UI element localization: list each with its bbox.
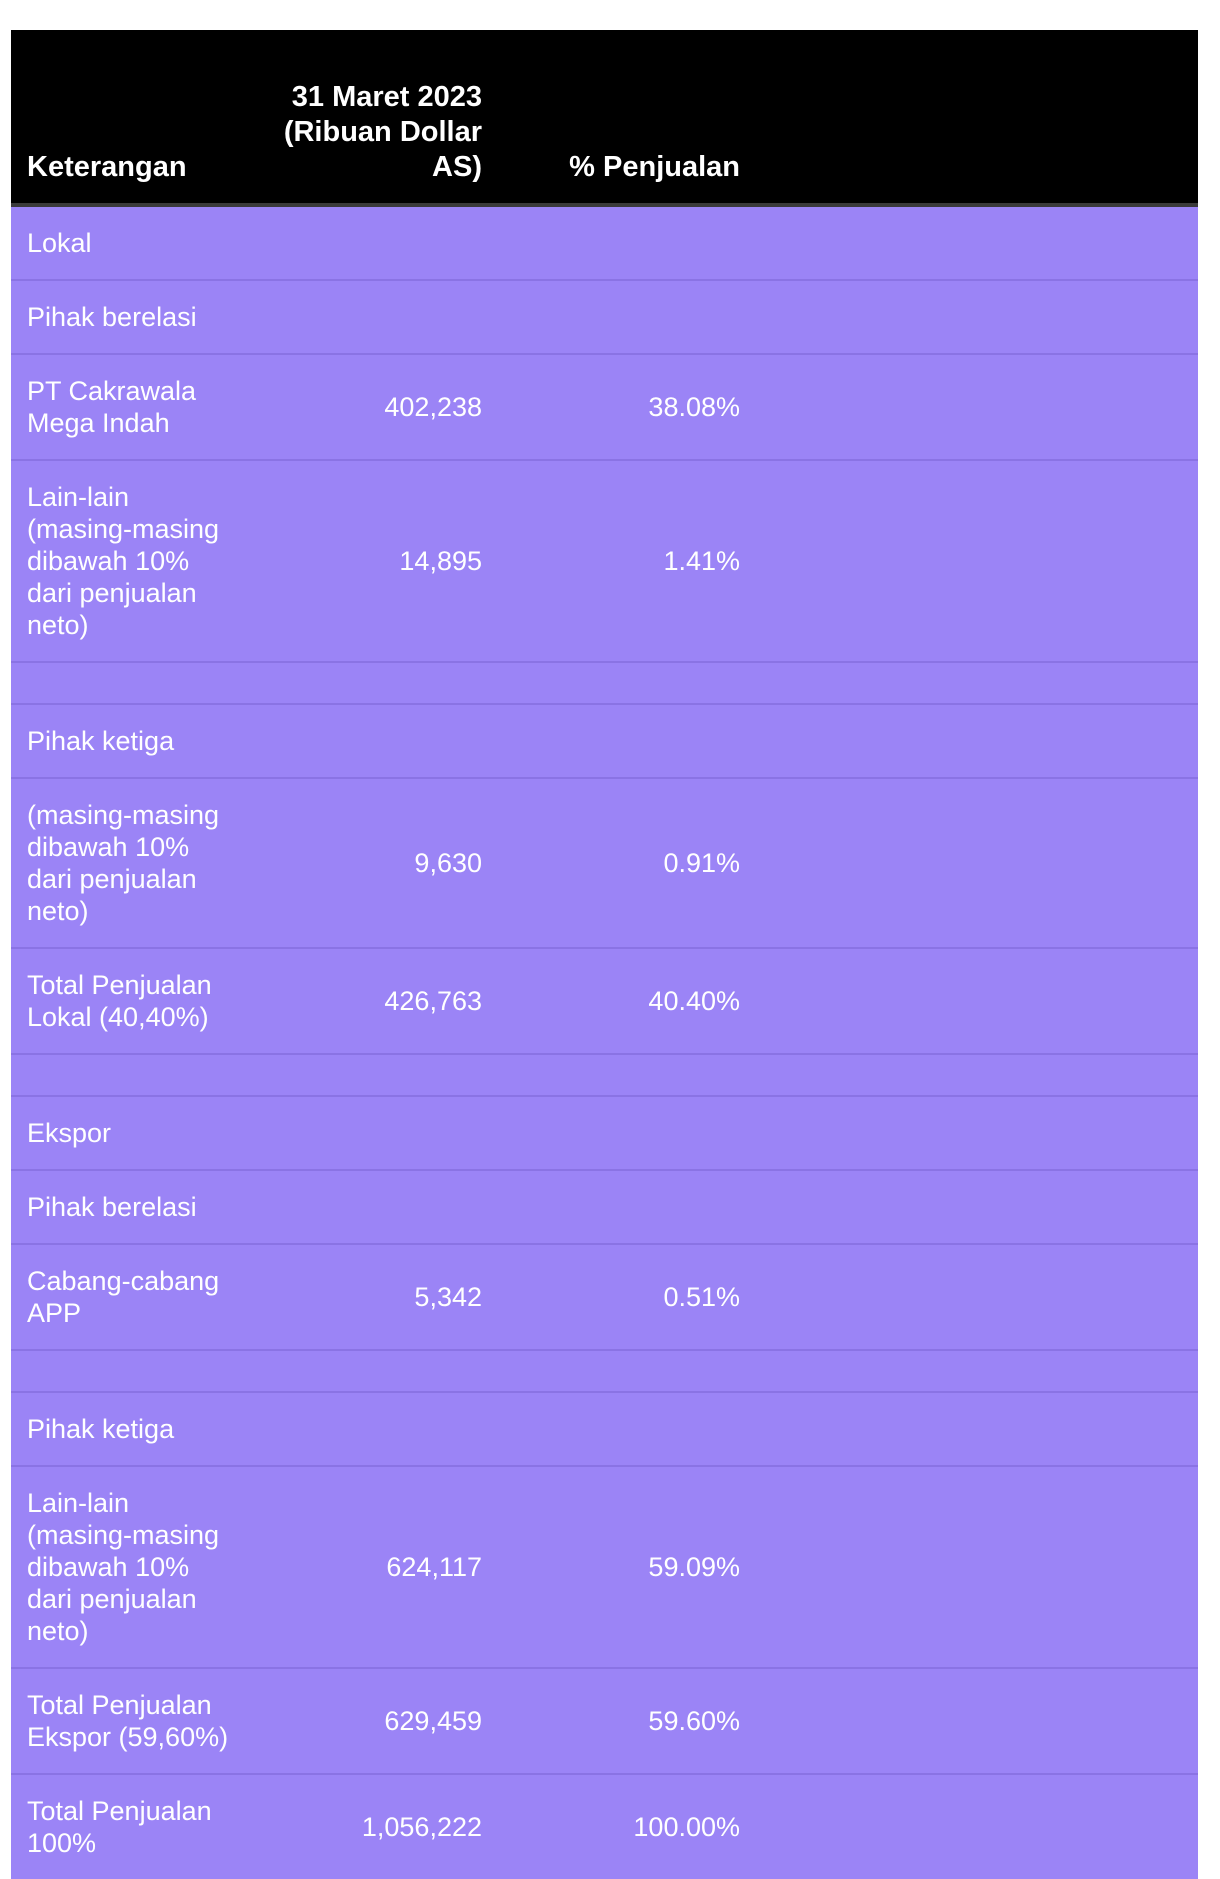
table-row bbox=[11, 1392, 1198, 1466]
table-row-total bbox=[11, 948, 1198, 1054]
row-amount bbox=[255, 1170, 498, 1244]
row-empty bbox=[756, 205, 1198, 280]
row-percent bbox=[498, 662, 756, 704]
row-percent: 38.08% bbox=[648, 392, 740, 422]
row-empty bbox=[756, 704, 1198, 778]
row-amount bbox=[255, 1096, 498, 1170]
row-percent bbox=[498, 1096, 756, 1170]
row-percent: 100.00% bbox=[633, 1812, 740, 1842]
table-row bbox=[11, 1466, 1198, 1668]
row-empty bbox=[756, 1466, 1198, 1668]
row-label: (masing-masing dibawah 10% dari penjualan neto) bbox=[27, 800, 220, 926]
header-amount: 31 Maret 2023 (Ribuan Dollar AS) bbox=[255, 30, 498, 205]
row-percent bbox=[498, 1350, 756, 1392]
row-empty bbox=[756, 1054, 1198, 1096]
row-label bbox=[11, 1054, 255, 1096]
row-empty bbox=[756, 1244, 1198, 1350]
row-percent: 59.09% bbox=[648, 1552, 740, 1582]
row-empty bbox=[756, 1392, 1198, 1466]
row-label: Lain-lain (masing-masing dibawah 10% dari penjualan neto) bbox=[27, 482, 220, 640]
table-row-grand-total bbox=[11, 1774, 1198, 1879]
table-row-spacer bbox=[11, 1054, 1198, 1096]
table-row bbox=[11, 778, 1198, 948]
table-row-spacer bbox=[11, 662, 1198, 704]
row-amount: 9,630 bbox=[414, 848, 482, 878]
row-label: PT Cakrawala Mega Indah bbox=[27, 376, 197, 438]
row-empty bbox=[756, 280, 1198, 354]
sales-table-container bbox=[11, 30, 1198, 1879]
table-row bbox=[11, 460, 1198, 662]
row-empty bbox=[756, 778, 1198, 948]
row-empty bbox=[756, 1096, 1198, 1170]
row-label bbox=[11, 1350, 255, 1392]
row-amount bbox=[255, 662, 498, 704]
row-label: Ekspor bbox=[27, 1118, 112, 1148]
row-amount bbox=[255, 1350, 498, 1392]
row-percent bbox=[498, 1392, 756, 1466]
row-empty bbox=[756, 1668, 1198, 1774]
row-amount bbox=[255, 205, 498, 280]
row-label: Pihak ketiga bbox=[27, 1414, 175, 1444]
row-amount: 629,459 bbox=[384, 1706, 482, 1736]
row-amount: 624,117 bbox=[386, 1552, 482, 1582]
row-amount bbox=[255, 280, 498, 354]
row-label bbox=[11, 662, 255, 704]
table-row bbox=[11, 1244, 1198, 1350]
row-label: Lokal bbox=[27, 228, 92, 258]
row-empty bbox=[756, 1350, 1198, 1392]
row-label: Cabang-cabang APP bbox=[27, 1266, 220, 1328]
sales-table bbox=[11, 30, 1198, 1879]
row-amount: 402,238 bbox=[384, 392, 482, 422]
row-label: Pihak berelasi bbox=[27, 302, 197, 332]
row-label: Pihak ketiga bbox=[27, 726, 175, 756]
row-empty bbox=[756, 948, 1198, 1054]
row-percent: 40.40% bbox=[648, 986, 740, 1016]
table-row bbox=[11, 354, 1198, 460]
row-percent bbox=[498, 1170, 756, 1244]
row-empty bbox=[756, 1774, 1198, 1879]
table-row bbox=[11, 205, 1198, 280]
row-amount bbox=[255, 1054, 498, 1096]
table-row-total bbox=[11, 1668, 1198, 1774]
row-label: Total Penjualan 100% bbox=[27, 1796, 212, 1858]
header-percent: % Penjualan bbox=[498, 30, 756, 205]
row-amount: 426,763 bbox=[384, 986, 482, 1016]
header-empty bbox=[756, 30, 1198, 205]
table-row bbox=[11, 704, 1198, 778]
table-row bbox=[11, 280, 1198, 354]
row-label: Total Penjualan Lokal (40,40%) bbox=[27, 970, 212, 1032]
row-empty bbox=[756, 1170, 1198, 1244]
row-label: Total Penjualan Ekspor (59,60%) bbox=[27, 1690, 229, 1752]
row-percent: 0.51% bbox=[663, 1282, 740, 1312]
row-percent bbox=[498, 205, 756, 280]
row-label: Pihak berelasi bbox=[27, 1192, 197, 1222]
row-percent: 0.91% bbox=[663, 848, 740, 878]
row-percent bbox=[498, 1054, 756, 1096]
row-empty bbox=[756, 460, 1198, 662]
table-header bbox=[11, 30, 1198, 205]
table-row bbox=[11, 1096, 1198, 1170]
row-amount: 5,342 bbox=[414, 1282, 482, 1312]
row-amount bbox=[255, 1392, 498, 1466]
row-amount bbox=[255, 704, 498, 778]
row-amount: 1,056,222 bbox=[361, 1812, 482, 1842]
table-row-spacer bbox=[11, 1350, 1198, 1392]
row-percent bbox=[498, 280, 756, 354]
table-row bbox=[11, 1170, 1198, 1244]
header-row bbox=[11, 30, 1198, 205]
table-body bbox=[11, 205, 1198, 1879]
header-description: Keterangan bbox=[11, 30, 255, 205]
row-percent bbox=[498, 704, 756, 778]
row-percent: 59.60% bbox=[648, 1706, 740, 1736]
row-empty bbox=[756, 354, 1198, 460]
row-amount: 14,895 bbox=[399, 546, 482, 576]
row-empty bbox=[756, 662, 1198, 704]
row-percent: 1.41% bbox=[663, 546, 740, 576]
row-label: Lain-lain (masing-masing dibawah 10% dari penjualan neto) bbox=[27, 1488, 220, 1646]
